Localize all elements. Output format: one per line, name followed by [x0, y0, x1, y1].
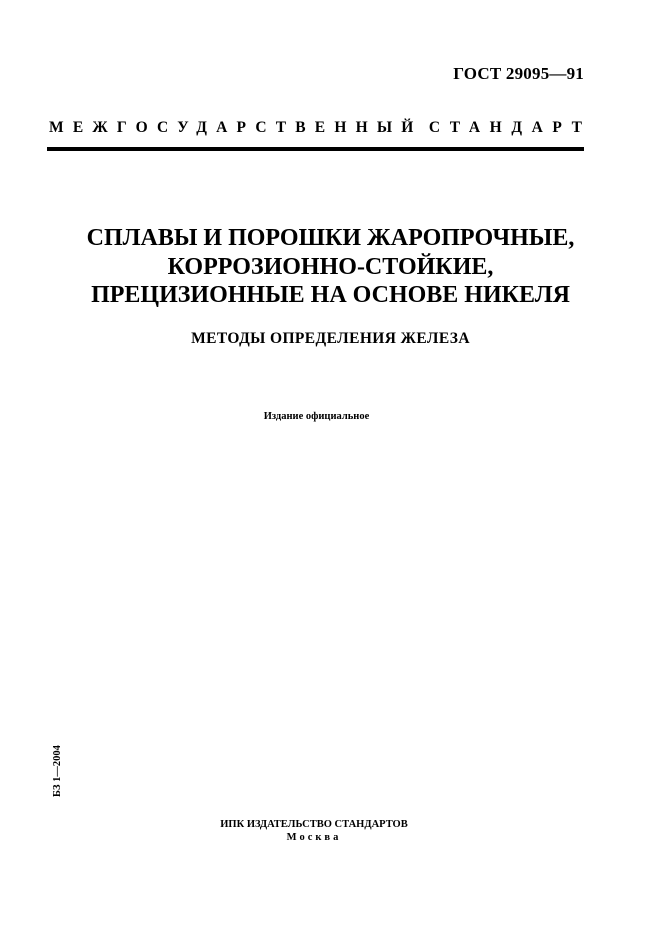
side-code: БЗ 1—2004: [52, 745, 63, 797]
standard-type-word-1: МЕЖГОСУДАРСТВЕННЫЙ: [49, 119, 423, 136]
publisher-name: ИПК ИЗДАТЕЛЬСТВО СТАНДАРТОВ: [220, 819, 408, 830]
standard-type-word-2: СТАНДАРТ: [428, 119, 592, 136]
edition-note: Издание официальное: [263, 411, 370, 422]
document-number: ГОСТ 29095—91: [453, 64, 584, 83]
standard-type-heading: [49, 119, 592, 137]
document-subtitle: МЕТОДЫ ОПРЕДЕЛЕНИЯ ЖЕЛЕЗА: [191, 330, 470, 347]
title-line-1: СПЛАВЫ И ПОРОШКИ ЖАРОПРОЧНЫЕ,: [86, 225, 575, 251]
title-line-3: ПРЕЦИЗИОННЫЕ НА ОСНОВЕ НИКЕЛЯ: [91, 282, 570, 308]
publisher-city: Москва: [286, 832, 342, 843]
document-title: [0, 224, 661, 310]
header-divider: [47, 147, 584, 151]
title-line-2: КОРРОЗИОННО-СТОЙКИЕ,: [167, 253, 494, 280]
